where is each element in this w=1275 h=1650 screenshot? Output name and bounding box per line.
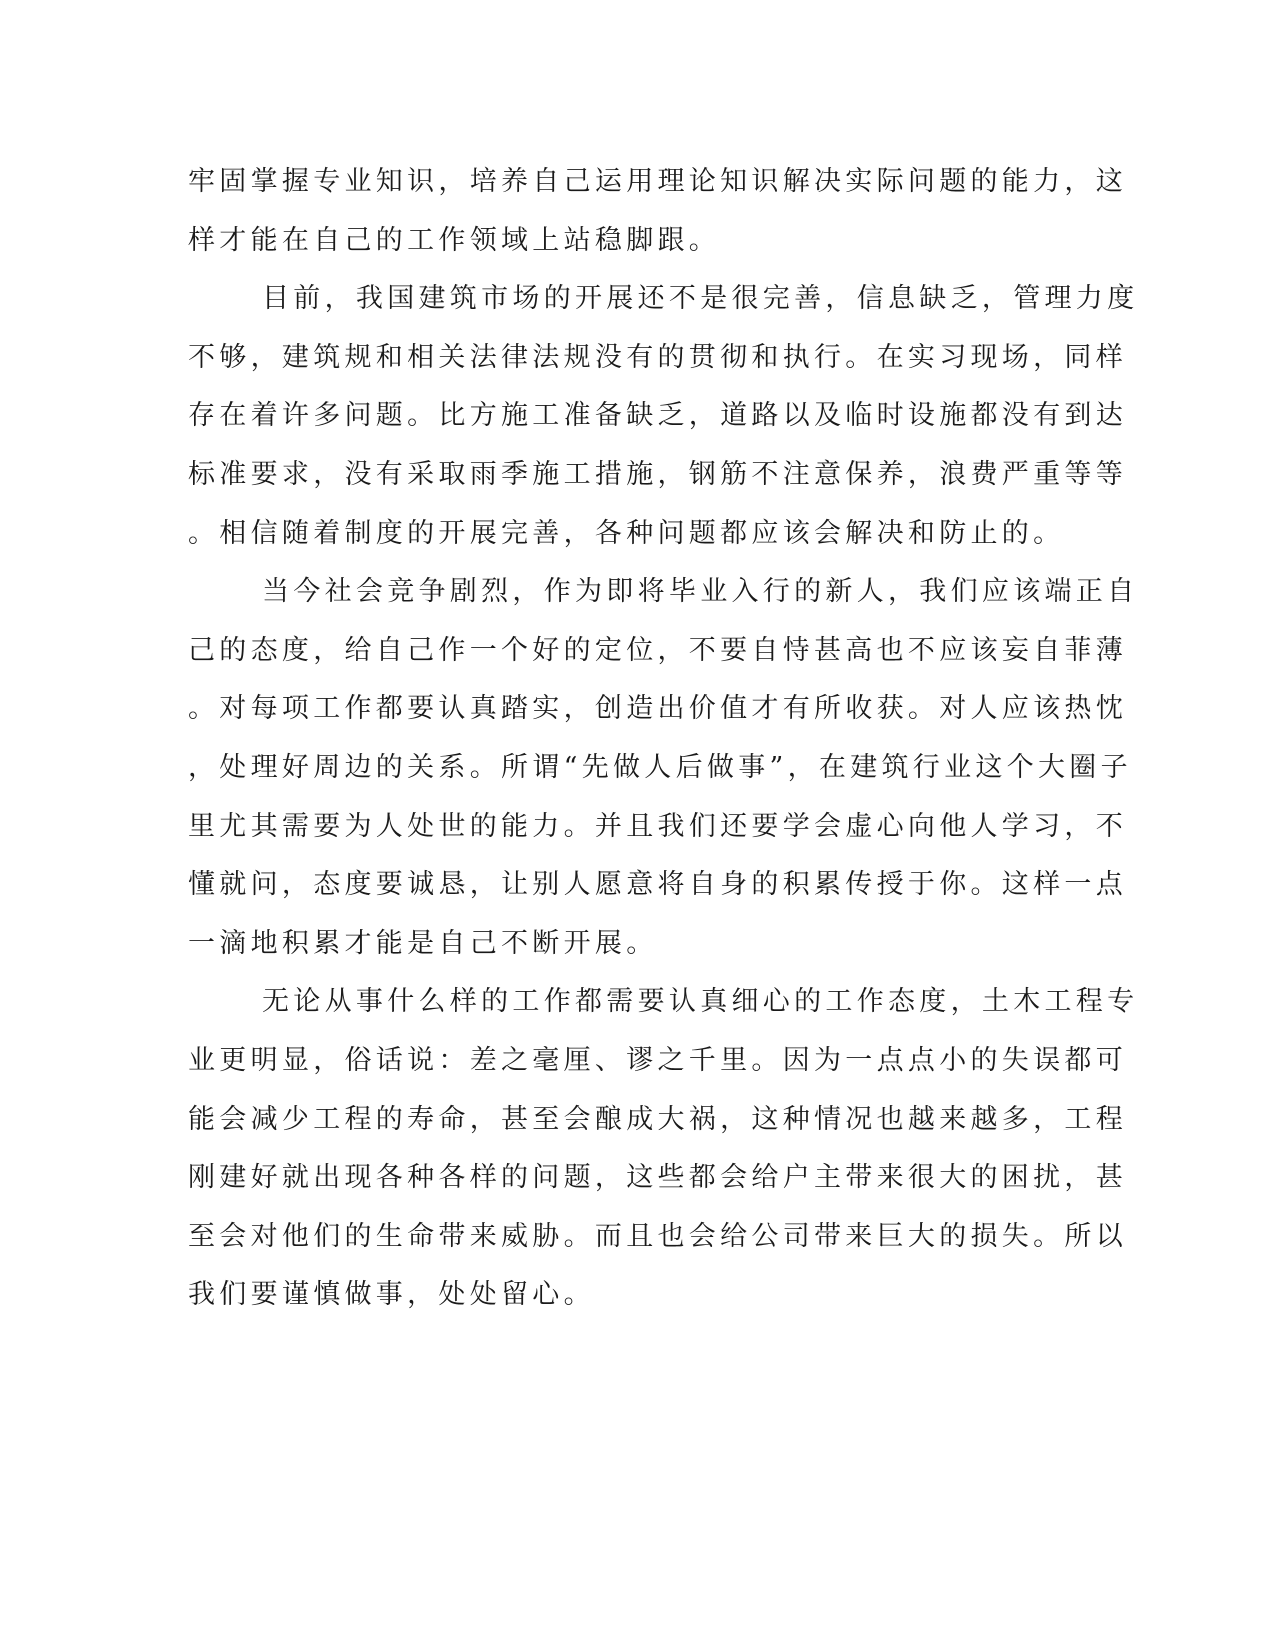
text-line: 存在着许多问题。比方施工准备缺乏，道路以及临时设施都没有到达 xyxy=(188,400,1127,431)
text-line: 刚建好就出现各种各样的问题，这些都会给户主带来很大的困扰，甚 xyxy=(188,1162,1127,1193)
text-line: 懂就问，态度要诚恳，让别人愿意将自身的积累传授于你。这样一点 xyxy=(188,869,1127,900)
text-line: 一滴地积累才能是自己不断开展。 xyxy=(188,928,658,959)
text-line: 无论从事什么样的工作都需要认真细心的工作态度，土木工程专 xyxy=(262,986,1139,1017)
text-line: ，处理好周边的关系。所谓“先做人后做事”，在建筑行业这个大圈子 xyxy=(188,752,1132,783)
text-line: 当今社会竞争剧烈，作为即将毕业入行的新人，我们应该端正自 xyxy=(262,576,1139,607)
text-line: 至会对他们的生命带来威胁。而且也会给公司带来巨大的损失。所以 xyxy=(188,1221,1127,1252)
text-line: 里尤其需要为人处世的能力。并且我们还要学会虚心向他人学习，不 xyxy=(188,811,1127,842)
text-line: 不够，建筑规和相关法律法规没有的贯彻和执行。在实习现场，同样 xyxy=(188,342,1127,373)
text-line: 我们要谨慎做事，处处留心。 xyxy=(188,1279,595,1310)
text-line: 业更明显，俗话说：差之毫厘、谬之千里。因为一点点小的失误都可 xyxy=(188,1045,1127,1076)
text-line: 能会减少工程的寿命，甚至会酿成大祸，这种情况也越来越多，工程 xyxy=(188,1104,1127,1135)
text-line: 。相信随着制度的开展完善，各种问题都应该会解决和防止的。 xyxy=(188,518,1065,549)
text-line: 牢固掌握专业知识，培养自己运用理论知识解决实际问题的能力，这 xyxy=(188,166,1127,197)
text-line: 。对每项工作都要认真踏实，创造出价值才有所收获。对人应该热忱 xyxy=(188,693,1127,724)
text-line: 标准要求，没有采取雨季施工措施，钢筋不注意保养，浪费严重等等 xyxy=(188,459,1127,490)
text-line: 己的态度，给自己作一个好的定位，不要自恃甚高也不应该妄自菲薄 xyxy=(188,635,1127,666)
text-line: 样才能在自己的工作领域上站稳脚跟。 xyxy=(188,225,721,256)
text-line: 目前，我国建筑市场的开展还不是很完善，信息缺乏，管理力度 xyxy=(262,283,1139,314)
